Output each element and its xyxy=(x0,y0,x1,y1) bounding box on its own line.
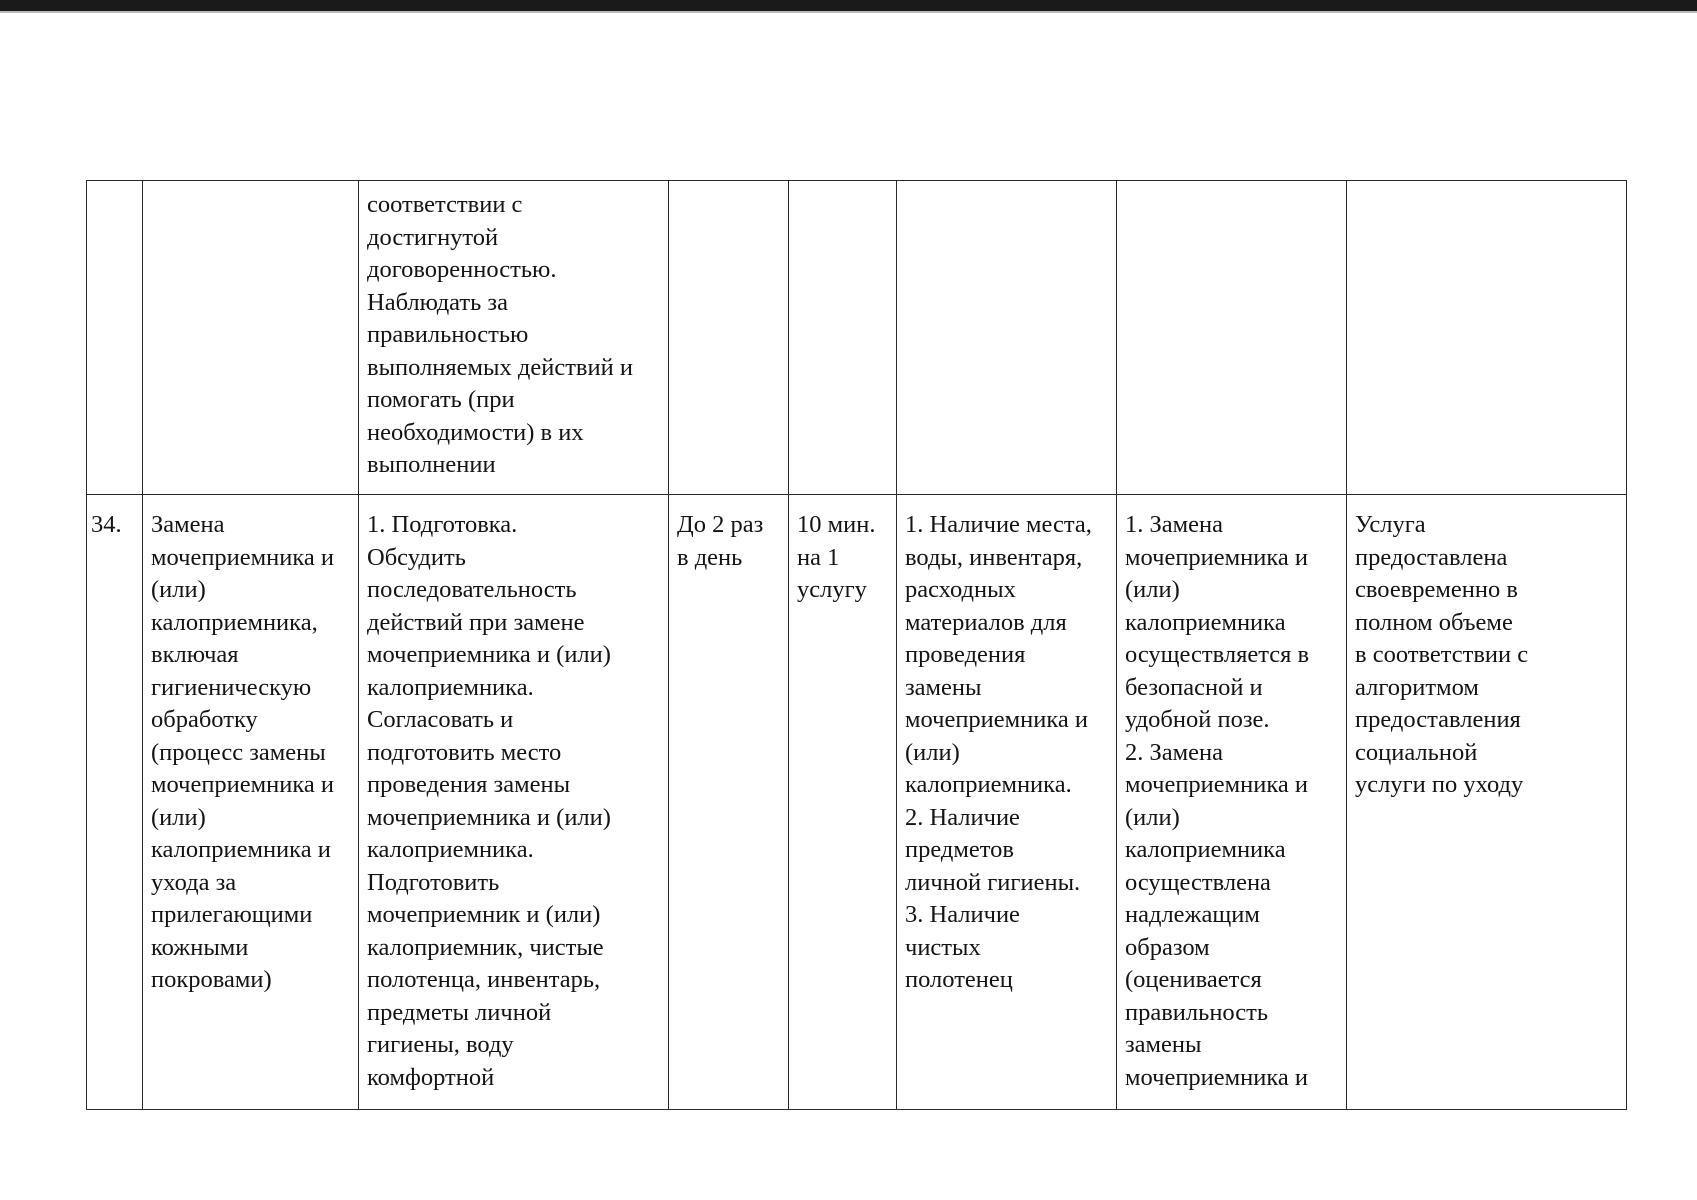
result-assessment-cell: Услуга предоставлена своевременно в полном объеме в соответствии с алгоритмом предоставления социальной услуги по уходу xyxy=(1347,495,1627,1110)
conditions-cell: 1. Наличие места, воды, инвентаря, расходных материалов для проведения замены мочеприемника и (или) калоприемника. 2. Наличие предметов личной гигиены. 3. Наличие чистых полотенец xyxy=(897,495,1117,1110)
quality-indicators-cell: 1. Замена мочеприемника и (или) калоприемника осуществляется в безопасной и удобной позе. 2. Замена мочеприемника и (или) калоприемника осуществлена надлежащим образом (оценивается правильность замены мочеприемника и xyxy=(1117,495,1347,1110)
duration-cell xyxy=(789,181,897,495)
quality-indicators-cell xyxy=(1117,181,1347,495)
frequency-cell: До 2 раз в день xyxy=(669,495,789,1110)
table-row xyxy=(87,181,1627,495)
result-assessment-cell xyxy=(1347,181,1627,495)
row-number-cell: 34. xyxy=(87,495,143,1110)
service-name-cell: Замена мочеприемника и (или) калоприемника, включая гигиеническую обработку (процесс замены мочеприемника и (или) калоприемника и ухода за прилегающими кожными покровами) xyxy=(143,495,359,1110)
service-description-cell: 1. Подготовка. Обсудить последовательность действий при замене мочеприемника и (или) калоприемника. Согласовать и подготовить место проведения замены мочеприемника и (или) калоприемника. Подготовить мочеприемник и (или) калоприемник, чистые полотенца, инвентарь, предметы личной гигиены, воду комфортной xyxy=(359,495,669,1110)
service-name-cell xyxy=(143,181,359,495)
row-number-cell xyxy=(87,181,143,495)
duration-cell: 10 мин. на 1 услугу xyxy=(789,495,897,1110)
scan-edge-shadow xyxy=(0,11,1697,13)
conditions-cell xyxy=(897,181,1117,495)
service-description-cell: соответствии с достигнутой договоренностью. Наблюдать за правильностью выполняемых действий и помогать (при необходимости) в их выполнении xyxy=(359,181,669,495)
services-table xyxy=(86,180,1627,1110)
scan-edge-bar xyxy=(0,0,1697,11)
frequency-cell xyxy=(669,181,789,495)
table-row xyxy=(87,495,1627,1110)
